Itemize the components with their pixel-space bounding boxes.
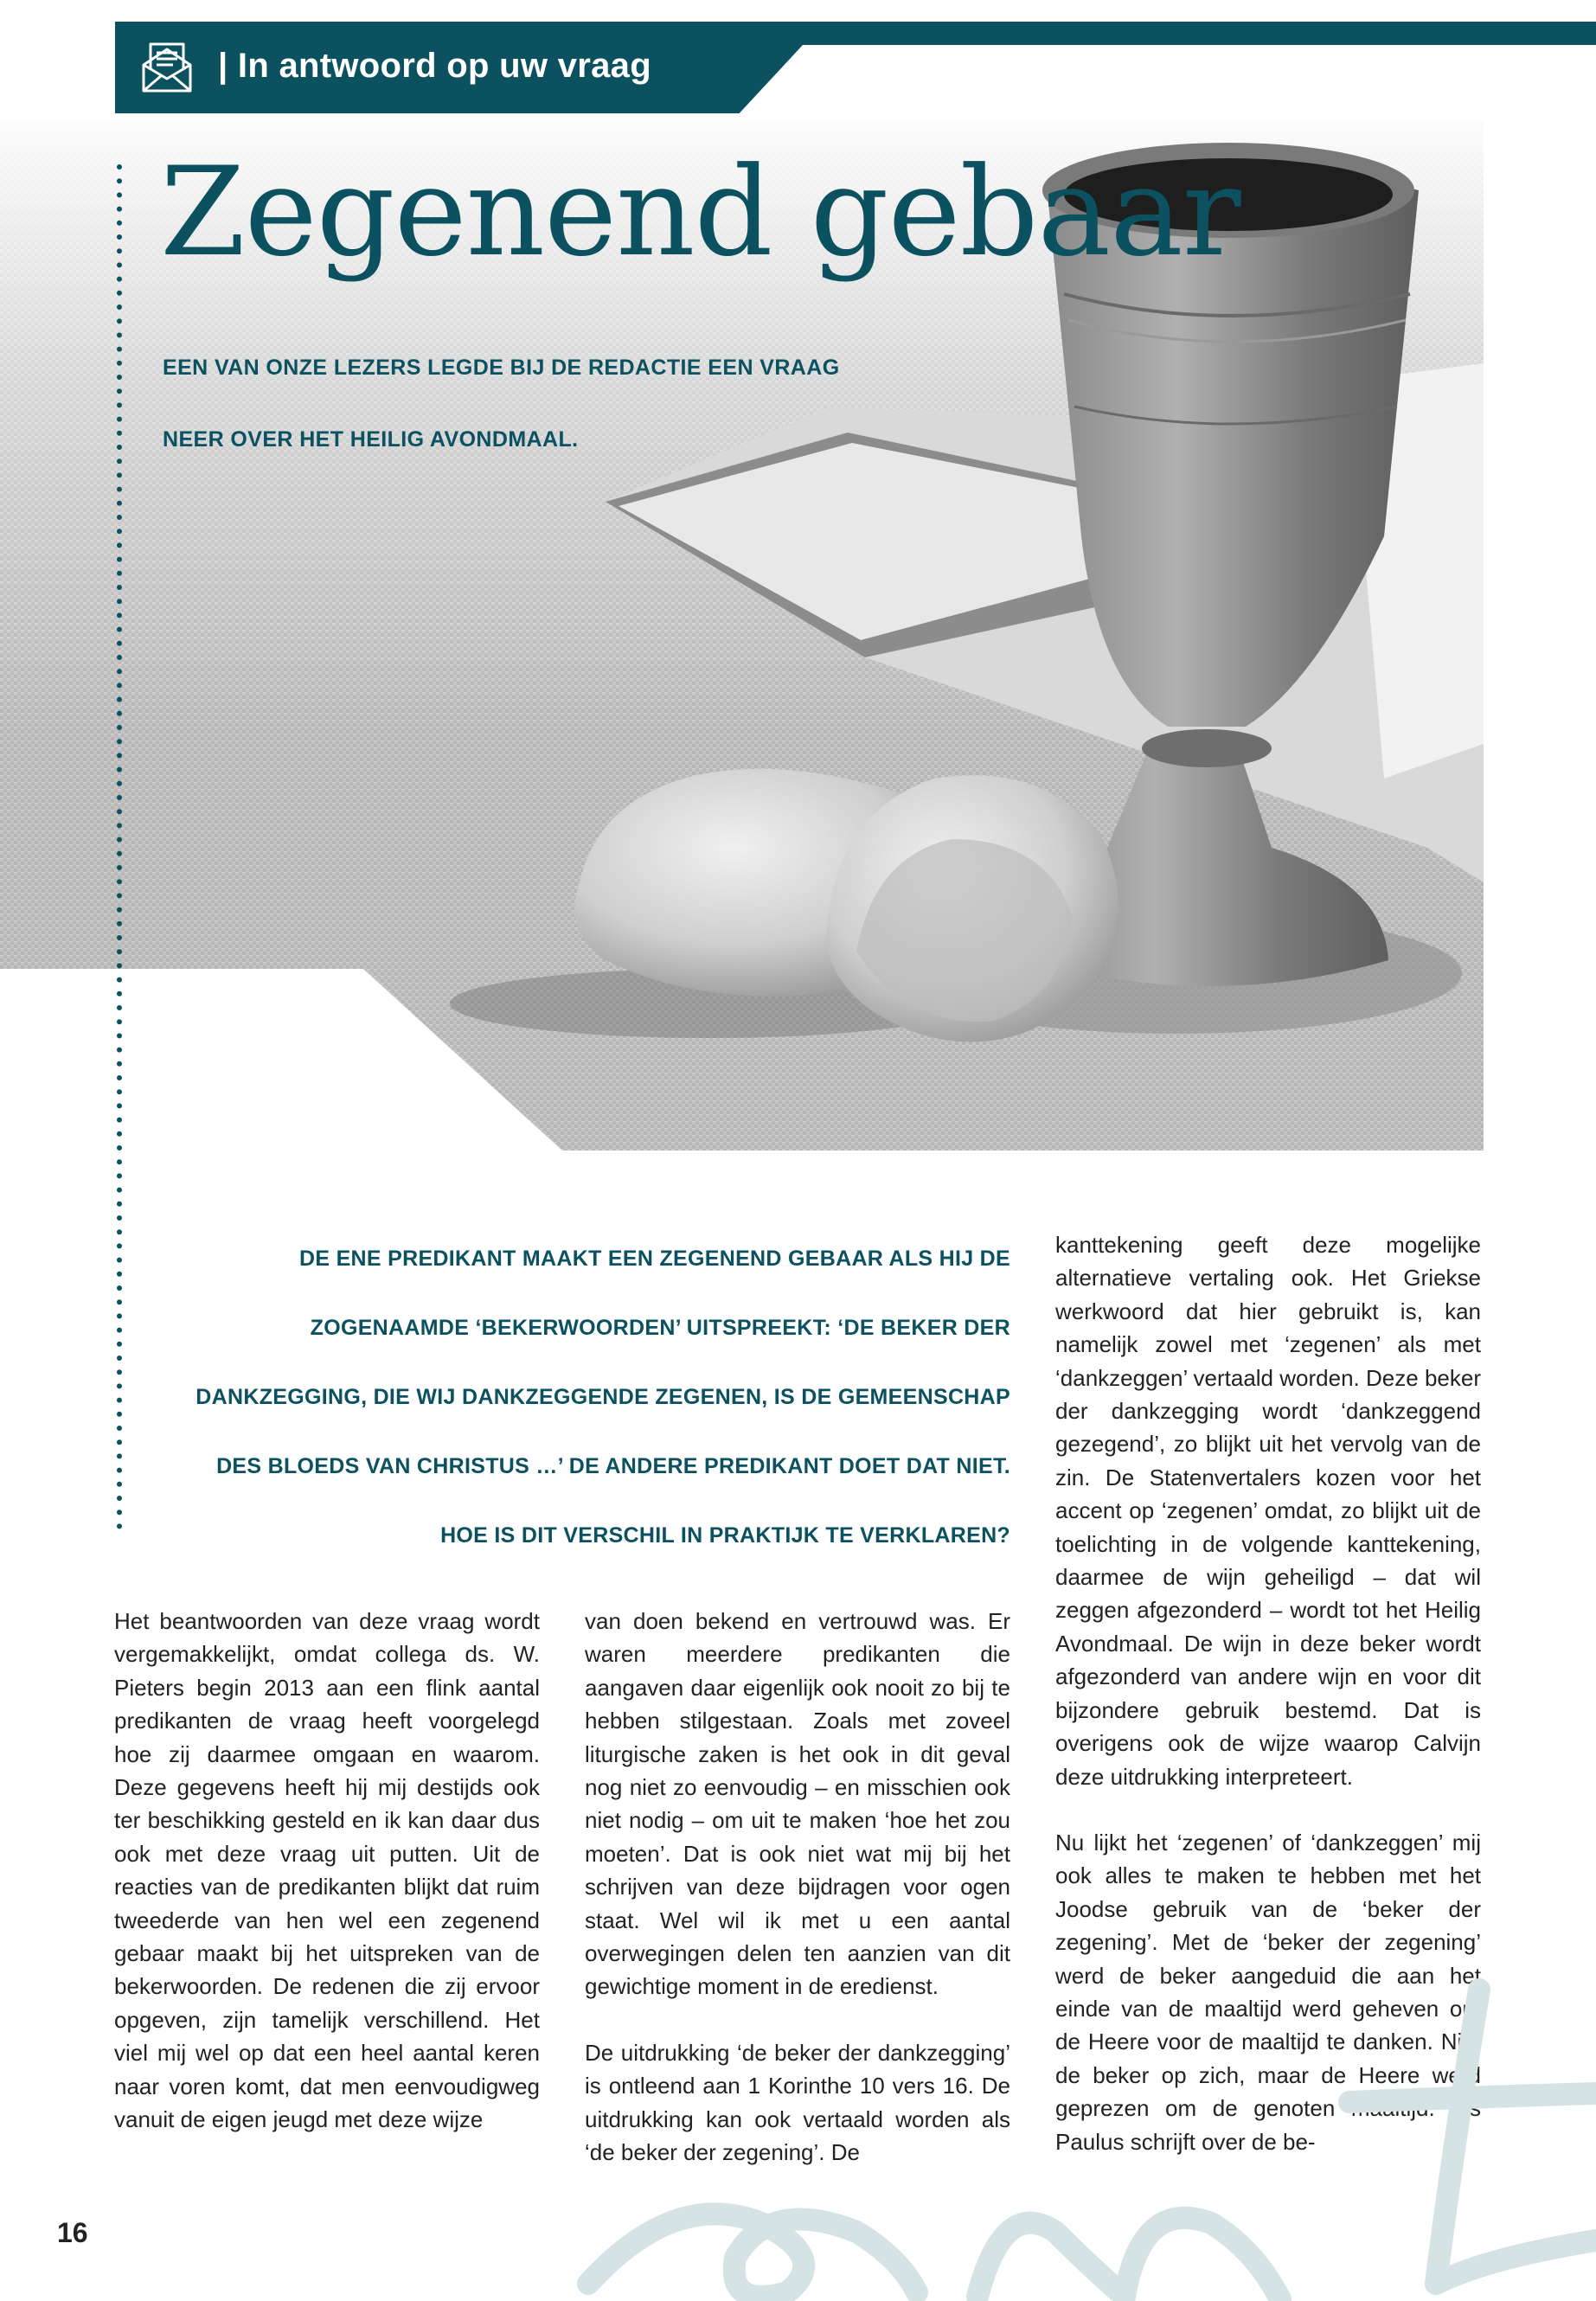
question-line: DES BLOEDS VAN CHRISTUS …’ DE ANDERE PREDIKANT DOET DAT NIET. — [216, 1454, 1010, 1478]
paragraph: De uitdrukking ‘de beker der dankzegging’ is ontleend aan 1 Korinthe 10 vers 16. De uitdrukking kan ook vertaald worden als ‘de beker der zegening’. De — [585, 2039, 1010, 2166]
paragraph: Nu lijkt het ‘zegenen’ of ‘dankzeggen’ mij ook alles te maken te hebben met het Joodse gebruik van de ‘beker der zegening’. Met de ‘beker der zegening’ werd de beker aangeduid die aan het einde van de maaltijd werd geheven om de Heere voor de maaltijd te danken. Niet de beker op zich, maar de Heere werd geprezen om de genoten maaltijd. Als Paulus schrijft over de be- — [1055, 1829, 1481, 2155]
page-number: 16 — [57, 2217, 88, 2248]
dotted-rule — [113, 164, 125, 1540]
section-label: | In antwoord op uw vraag — [218, 47, 651, 85]
question-line: DANKZEGGING, DIE WIJ DANKZEGGENDE ZEGENEN, IS DE GEMEENSCHAP — [195, 1385, 1010, 1409]
paragraph: van doen bekend en vertrouwd was. Er waren meerdere predikanten die aangaven daar eigenlijk ook nooit zo bij te hebben stilgestaan. Zoals met zoveel liturgische zaken is het ook in dit geval nog niet zo eenvoudig – en misschien ook niet nodig – om uit te maken ‘hoe het zou moeten’. Dat is ook niet wat mij bij het schrijven van deze bijdragen voor ogen staat. Wel wil ik met u een aantal overwegingen delen ten aanzien van dit gewichtige moment in de eredienst. — [585, 1608, 1010, 2000]
script-ant-watermark — [571, 1972, 1596, 2301]
question-line: ZOGENAAMDE ‘BEKERWOORDEN’ UITSPREEKT: ‘DE BEKER DER — [310, 1316, 1010, 1340]
reader-question — [145, 1224, 1010, 1570]
paragraph: kanttekening geeft deze mogelijke alternatieve vertaling ook. Het Griekse werkwoord dat hier gebruikt is, kan namelijk zowel met ‘zegenen’ als met ‘dankzeggen’ vertaald worden. Deze beker der dankzegging wordt ‘dankzeggend gezegend’, zo blijkt uit het vervolg van de zin. De Statenvertalers kozen voor het accent op ‘zegenen’ omdat, zo blijkt uit de toelichting in de volgende kanttekening, daarmee de wijn geheiligd – dat wil zeggen afgezonderd – wordt tot het Heilig Avondmaal. De wijn in deze beker wordt afgezonderd van andere wijn en voor dit bijzondere gebruik bestemd. Dat is overigens ook de wijze waarop Calvijn deze uitdrukking interpreteert. — [1055, 1232, 1481, 1790]
intro-line: NEER OVER HET HEILIG AVONDMAAL. — [163, 427, 579, 452]
question-line: DE ENE PREDIKANT MAAKT EEN ZEGENEND GEBAAR ALS HIJ DE — [299, 1247, 1010, 1271]
intro-line: EEN VAN ONZE LEZERS LEGDE BIJ DE REDACTIE EEN VRAAG — [163, 356, 840, 380]
body-column-1 — [114, 1605, 540, 2137]
article-intro — [163, 332, 941, 476]
article-title: Zegenend gebaar — [160, 141, 1240, 284]
paragraph: Het beantwoorden van deze vraag wordt vergemakkelijkt, omdat collega ds. W. Pieters begin 2013 aan een flink aantal predikanten de vraag heeft voorgelegd hoe zij daarmee omgaan en waarom. Deze gegevens heeft hij mij destijds ook ter beschikking gesteld en ik kan daar dus ook met deze vraag uit putten. Uit de reacties van de predikanten blijkt dat ruim tweederde van hen wel een zegenend gebaar maakt bij het uitspreken van de bekerwoorden. De redenen die zij ervoor opgeven, zijn tamelijk verschillend. Het viel mij wel op dat een heel aantal keren naar voren komt, dat men eenvoudigweg vanuit de eigen jeugd met deze wijze — [114, 1608, 540, 2133]
question-line: HOE IS DIT VERSCHIL IN PRAKTIJK TE VERKLAREN? — [440, 1523, 1010, 1548]
envelope-letter-icon — [138, 39, 195, 96]
